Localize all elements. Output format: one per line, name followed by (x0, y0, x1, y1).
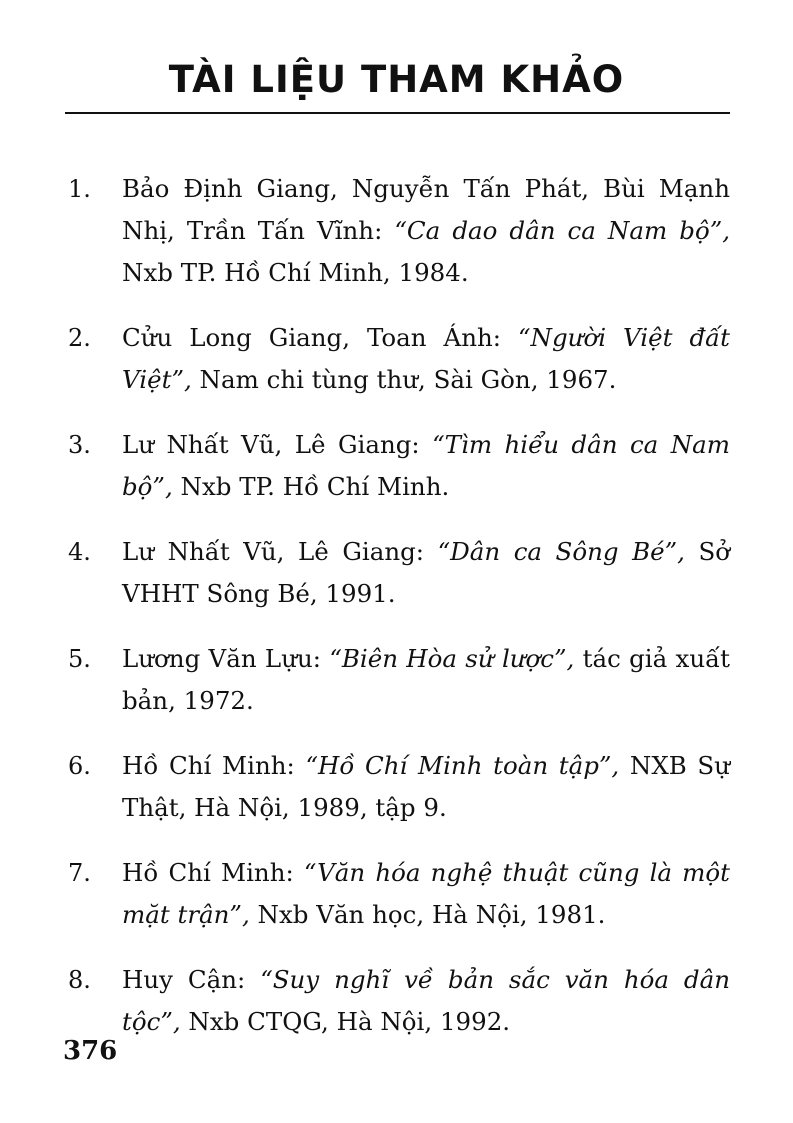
reference-publisher: Nxb TP. Hồ Chí Minh. (172, 472, 450, 501)
reference-number: 3. (68, 431, 91, 459)
reference-work-title: “Hồ Chí Minh toàn tập”, (305, 751, 620, 780)
reference-item (62, 959, 730, 1043)
reference-text (122, 168, 730, 294)
title-divider (65, 112, 730, 114)
reference-authors: Cửu Long Giang, Toan Ánh: (122, 323, 519, 352)
reference-number: 1. (68, 175, 91, 203)
reference-authors: Huy Cận: (122, 965, 261, 994)
reference-item (62, 531, 730, 615)
reference-item (62, 745, 730, 829)
reference-number: 8. (68, 966, 91, 994)
reference-text (122, 317, 730, 401)
reference-text (122, 638, 730, 722)
reference-publisher: Nam chi tùng thư, Sài Gòn, 1967. (191, 365, 617, 394)
reference-text (122, 424, 730, 508)
reference-item (62, 317, 730, 401)
reference-authors: Lư Nhất Vũ, Lê Giang: (122, 430, 433, 459)
reference-number: 4. (68, 538, 91, 566)
reference-list (62, 168, 730, 1066)
reference-publisher: tác giả xuất bản, 1972. (122, 644, 730, 715)
reference-number: 6. (68, 752, 91, 780)
reference-authors: Hồ Chí Minh: (122, 751, 306, 780)
reference-publisher: NXB Sự Thật, Hà Nội, 1989, tập 9. (122, 751, 730, 822)
reference-work-title: “Người Việt đất Việt”, (122, 323, 730, 394)
reference-authors: Lương Văn Lựu: (122, 644, 330, 673)
reference-work-title: “Dân ca Sông Bé”, (437, 537, 685, 566)
reference-work-title: “Biên Hòa sử lược”, (329, 644, 575, 673)
reference-number: 5. (68, 645, 91, 673)
reference-number: 7. (68, 859, 91, 887)
reference-text (122, 959, 730, 1043)
reference-item (62, 852, 730, 936)
page-title: TÀI LIỆU THAM KHẢO (168, 58, 625, 101)
reference-work-title: “Tìm hiểu dân ca Nam bộ”, (122, 430, 730, 501)
reference-work-title: “Suy nghĩ về bản sắc văn hóa dân tộc”, (122, 965, 730, 1036)
reference-text (122, 852, 730, 936)
reference-text (122, 745, 730, 829)
reference-authors: Bảo Định Giang, Nguyễn Tấn Phát, Bùi Mạnh Nhị, Trần Tấn Vĩnh: (122, 174, 730, 245)
reference-publisher: Nxb TP. Hồ Chí Minh, 1984. (122, 258, 469, 287)
reference-number: 2. (68, 324, 91, 352)
reference-work-title: “Ca dao dân ca Nam bộ”, (394, 216, 731, 245)
reference-authors: Hồ Chí Minh: (122, 858, 304, 887)
reference-publisher: Nxb CTQG, Hà Nội, 1992. (180, 1007, 511, 1036)
reference-publisher: Sở VHHT Sông Bé, 1991. (122, 537, 730, 608)
reference-item (62, 168, 730, 294)
reference-text (122, 531, 730, 615)
reference-authors: Lư Nhất Vũ, Lê Giang: (122, 537, 438, 566)
page-number: 376 (63, 1036, 118, 1066)
reference-work-title: “Văn hóa nghệ thuật cũng là một mặt trận”, (122, 858, 730, 929)
reference-item (62, 424, 730, 508)
reference-publisher: Nxb Văn học, Hà Nội, 1981. (249, 900, 606, 929)
reference-item (62, 638, 730, 722)
